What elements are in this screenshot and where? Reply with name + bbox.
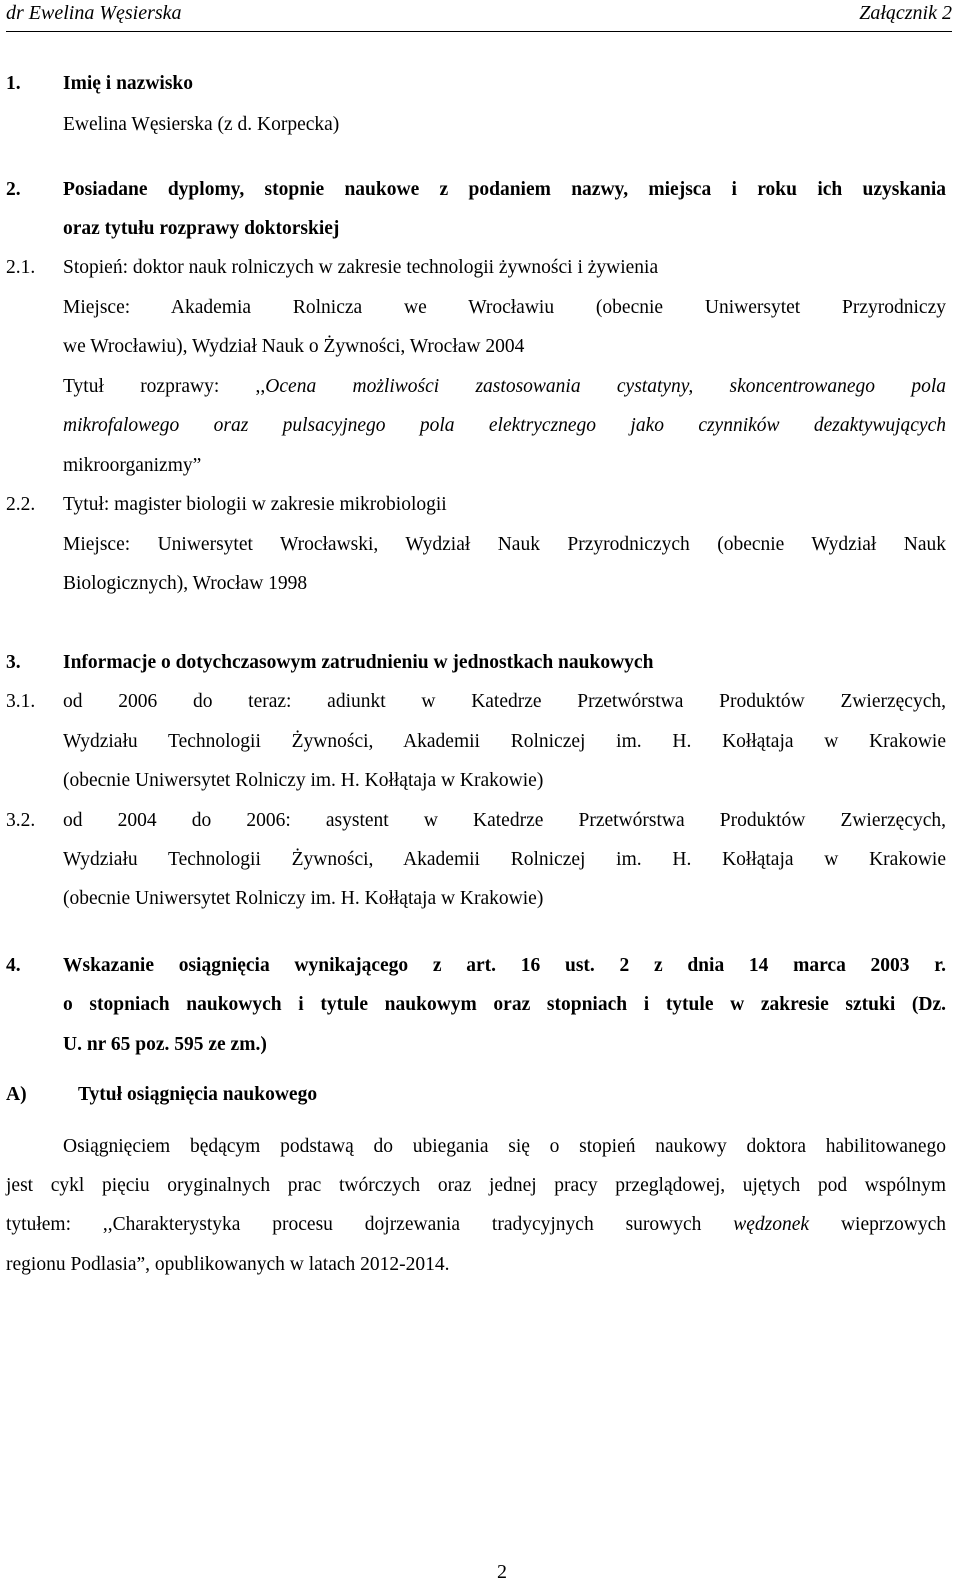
item-3-1-line-3: (obecnie Uniwersytet Rolniczy im. H. Kołłątaja w Krakowie)	[63, 770, 544, 791]
page-number: 2	[497, 1561, 507, 1583]
section-3-title: Informacje o dotychczasowym zatrudnieniu w jednostkach naukowych	[63, 652, 654, 673]
section-4-number: 4.	[6, 955, 21, 976]
item-2-1-thesis-line-3: mikroorganizmy”	[63, 455, 202, 476]
thesis-title-part-1: Ocena możliwości zastosowania cystatyny, skoncentrowanego pola	[265, 376, 946, 397]
series-title-part-2: wieprzowych	[809, 1214, 946, 1235]
section-4-title-line-2: o stopniach naukowych i tytule naukowym oraz stopniach i tytule w zakresie sztuki (Dz.	[63, 994, 946, 1015]
header-attachment: Załącznik 2	[859, 2, 952, 24]
item-3-2-line-1: od 2004 do 2006: asystent w Katedrze Przetwórstwa Produktów Zwierzęcych,	[63, 810, 946, 831]
item-3-1-line-1: od 2006 do teraz: adiunkt w Katedrze Przetwórstwa Produktów Zwierzęcych,	[63, 691, 946, 712]
series-title-italic-word: wędzonek	[733, 1214, 810, 1235]
section-2-number: 2.	[6, 179, 21, 200]
item-2-1-number: 2.1.	[6, 257, 36, 278]
item-3-2-line-2: Wydziału Technologii Żywności, Akademii Rolniczej im. H. Kołłątaja w Krakowie	[63, 849, 946, 870]
section-4-title-line-3: U. nr 65 poz. 595 ze zm.)	[63, 1034, 267, 1055]
item-2-2-number: 2.2.	[6, 494, 36, 515]
item-3-2-line-3: (obecnie Uniwersytet Rolniczy im. H. Kołłątaja w Krakowie)	[63, 888, 544, 909]
section-2-title-line-2: oraz tytułu rozprawy doktorskiej	[63, 218, 340, 239]
section-1-number: 1.	[6, 73, 21, 94]
section-1-name: Ewelina Węsierska (z d. Korpecka)	[63, 114, 340, 135]
item-2-2-place-line-2: Biologicznych), Wrocław 1998	[63, 573, 308, 594]
section-a-label: A)	[6, 1084, 27, 1105]
achievement-paragraph-line-1: Osiągnięciem będącym podstawą do ubiegania się o stopień naukowy doktora habilitowanego	[63, 1136, 946, 1157]
item-2-1-degree: Stopień: doktor nauk rolniczych w zakresie technologii żywności i żywienia	[63, 257, 659, 278]
section-4-title-line-1: Wskazanie osiągnięcia wynikającego z art. 16 ust. 2 z dnia 14 marca 2003 r.	[63, 955, 946, 976]
item-2-1-place-line-1: Miejsce: Akademia Rolnicza we Wrocławiu (obecnie Uniwersytet Przyrodniczy	[63, 297, 946, 318]
section-a-title: Tytuł osiągnięcia naukowego	[78, 1084, 318, 1105]
section-3-number: 3.	[6, 652, 21, 673]
thesis-label: Tytuł rozprawy: ,,	[63, 376, 266, 397]
item-2-1-thesis-line-1	[63, 375, 946, 399]
achievement-paragraph-line-4: regionu Podlasia”, opublikowanych w latach 2012-2014.	[6, 1254, 450, 1275]
item-2-2-place-line-1: Miejsce: Uniwersytet Wrocławski, Wydział Nauk Przyrodniczych (obecnie Wydział Nauk	[63, 534, 946, 555]
achievement-paragraph-line-2: jest cykl pięciu oryginalnych prac twórczych oraz jednej pracy przeglądowej, ujętych pod wspólnym	[6, 1175, 946, 1196]
item-2-2-title: Tytuł: magister biologii w zakresie mikrobiologii	[63, 494, 447, 515]
achievement-paragraph-line-3	[6, 1213, 946, 1237]
page-header	[6, 0, 952, 32]
item-3-2-number: 3.2.	[6, 810, 36, 831]
item-2-1-thesis-line-2: mikrofalowego oraz pulsacyjnego pola elektrycznego jako czynników dezaktywujących	[63, 415, 946, 436]
section-1-title: Imię i nazwisko	[63, 73, 194, 94]
section-2-title-line-1: Posiadane dyplomy, stopnie naukowe z podaniem nazwy, miejsca i roku ich uzyskania	[63, 179, 946, 200]
item-3-1-line-2: Wydziału Technologii Żywności, Akademii Rolniczej im. H. Kołłątaja w Krakowie	[63, 731, 946, 752]
item-2-1-place-line-2: we Wrocławiu), Wydział Nauk o Żywności, Wrocław 2004	[63, 336, 525, 357]
header-author: dr Ewelina Węsierska	[6, 2, 182, 24]
item-3-1-number: 3.1.	[6, 691, 36, 712]
series-title-part-1: tytułem: ,,Charakterystyka procesu dojrzewania tradycyjnych surowych	[6, 1214, 734, 1235]
